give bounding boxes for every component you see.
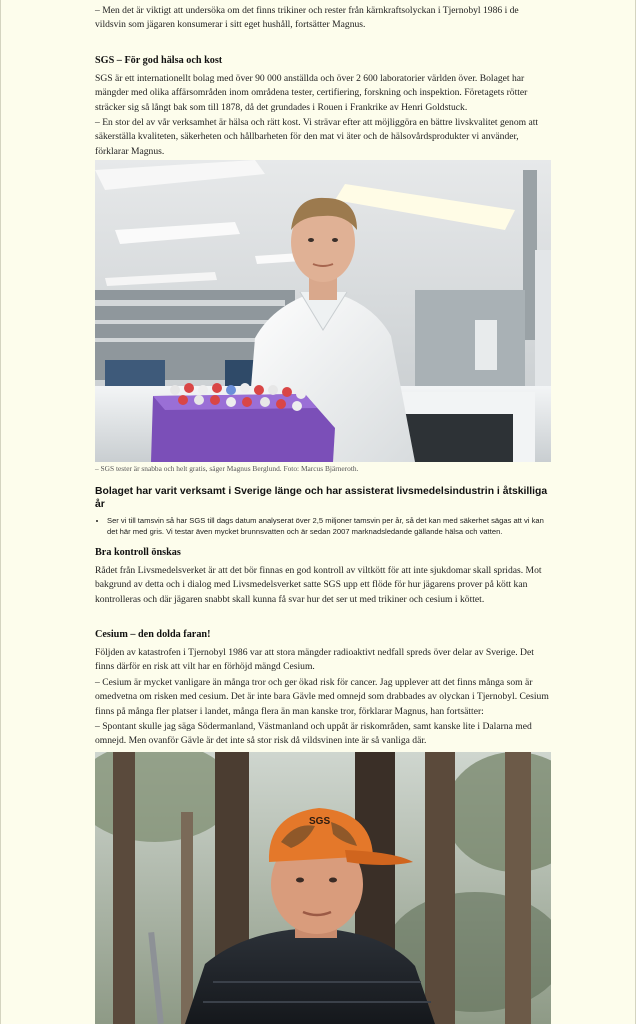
article-text-top [95, 4, 551, 33]
paragraph-cesium-3: – Spontant skulle jag säga Södermanland, Västmanland och uppåt är riskområden, samt kanske lite i Dalarna med omnejd. Men ovanför Gävle är det inte så stor risk då vildsvinen inte är så vanliga där. [95, 721, 532, 747]
section-cesium-body-1 [95, 646, 551, 675]
paragraph-sgs-1: SGS är ett internationellt bolag med över 90 000 anställda och över 2 600 laboratorier världen över. Bolaget har mängder med olika affärsområden inom områdena tester, certifiering, forskning och inspektion. Företagets rötter sträcker sig så långt bak som till 1878, då det grundades i Rouen i Frankrike av Henri Goldstuck. [95, 73, 528, 113]
section-cesium [95, 628, 551, 642]
section-kontroll-body [95, 564, 551, 607]
caption-lab-photo: – SGS tester är snabba och helt gratis, säger Magnus Berglund. Foto: Marcus Bjärneroth. [95, 464, 359, 473]
paragraph-kontroll: Rådet från Livsmedelsverket är att det bör finnas en god kontroll av viltkött för att inte sjukdomar skall spridas. Mot bakgrund av detta och i dialog med Livsmedelsverket satte SGS upp ett flöde för hur jägarens prover på kött kan kontrolleras och där jägaren snabbt skall kunna få svar hur det ser ut med trikiner och cesium i köttet. [95, 565, 542, 605]
heading-sgs: SGS – För god hälsa och kost [95, 55, 223, 66]
section-sgs-body [95, 72, 551, 115]
paragraph-intro: – Men det är viktigt att undersöka om det finns trikiner och rester från kärnkraftsolyckan i Tjernobyl 1986 i de vildsvin som jägaren konsumerar i sitt eget hushåll, fortsätter Magnus. [95, 5, 519, 31]
fact-box-list [95, 515, 551, 537]
paragraph-sgs-2: – En stor del av vår verksamhet är hälsa och rätt kost. Vi strävar efter att möjliggöra en bättre livskvalitet genom att säkerställa kvaliteten, säkerheten och hållbarheten för den mat vi äter och de hälsovårdsprodukter vi använder, förklarar Magnus. [95, 117, 539, 157]
photo-caption-1 [95, 464, 551, 474]
section-cesium-body-3 [95, 720, 551, 749]
lab-photo [95, 160, 551, 462]
cap-logo-text: SGS [309, 816, 331, 827]
section-kontroll [95, 546, 551, 560]
fact-box-item: • Ser vi till tamsvin så har SGS till dags datum analyserat över 2,5 miljoner tamsvin per år, så det kan med säkerhet sägas att vi kan det här med gris. Vi testar även mycket brunnsvatten och är sedan 2007 marknadsledande gällande hälsa och vatten. [107, 515, 551, 537]
heading-kontroll: Bra kontroll önskas [95, 547, 181, 558]
section-sgs [95, 54, 551, 68]
paragraph-cesium-2: – Cesium är mycket vanligare än många tror och ger ökad risk för cancer. Jag upplever att det finns många som är omedvetna om risken med cesium. Det är inte bara Gävle med omnejd som drabbades av olyckan i Tjernobyl. Cesium finns på många fler platser i landet, många flera än man kanske tror, förklarar Magnus, han fortsätter: [95, 677, 549, 717]
fact-box [95, 485, 551, 537]
paragraph-cesium-1: Följden av katastrofen i Tjernobyl 1986 var att stora mängder radioaktivt nedfall spreds över delar av Sverige. Det finns därför en risk att vilt har en förhöjd mängd Cesium. [95, 647, 534, 673]
section-sgs-body-2 [95, 116, 551, 159]
forest-photo [95, 752, 551, 1024]
heading-cesium: Cesium – den dolda faran! [95, 629, 211, 640]
fact-box-title: Bolaget har varit verksamt i Sverige länge och har assisterat livsmedelsindustrin i åtskilliga år [95, 486, 548, 510]
section-cesium-body-2 [95, 676, 551, 719]
